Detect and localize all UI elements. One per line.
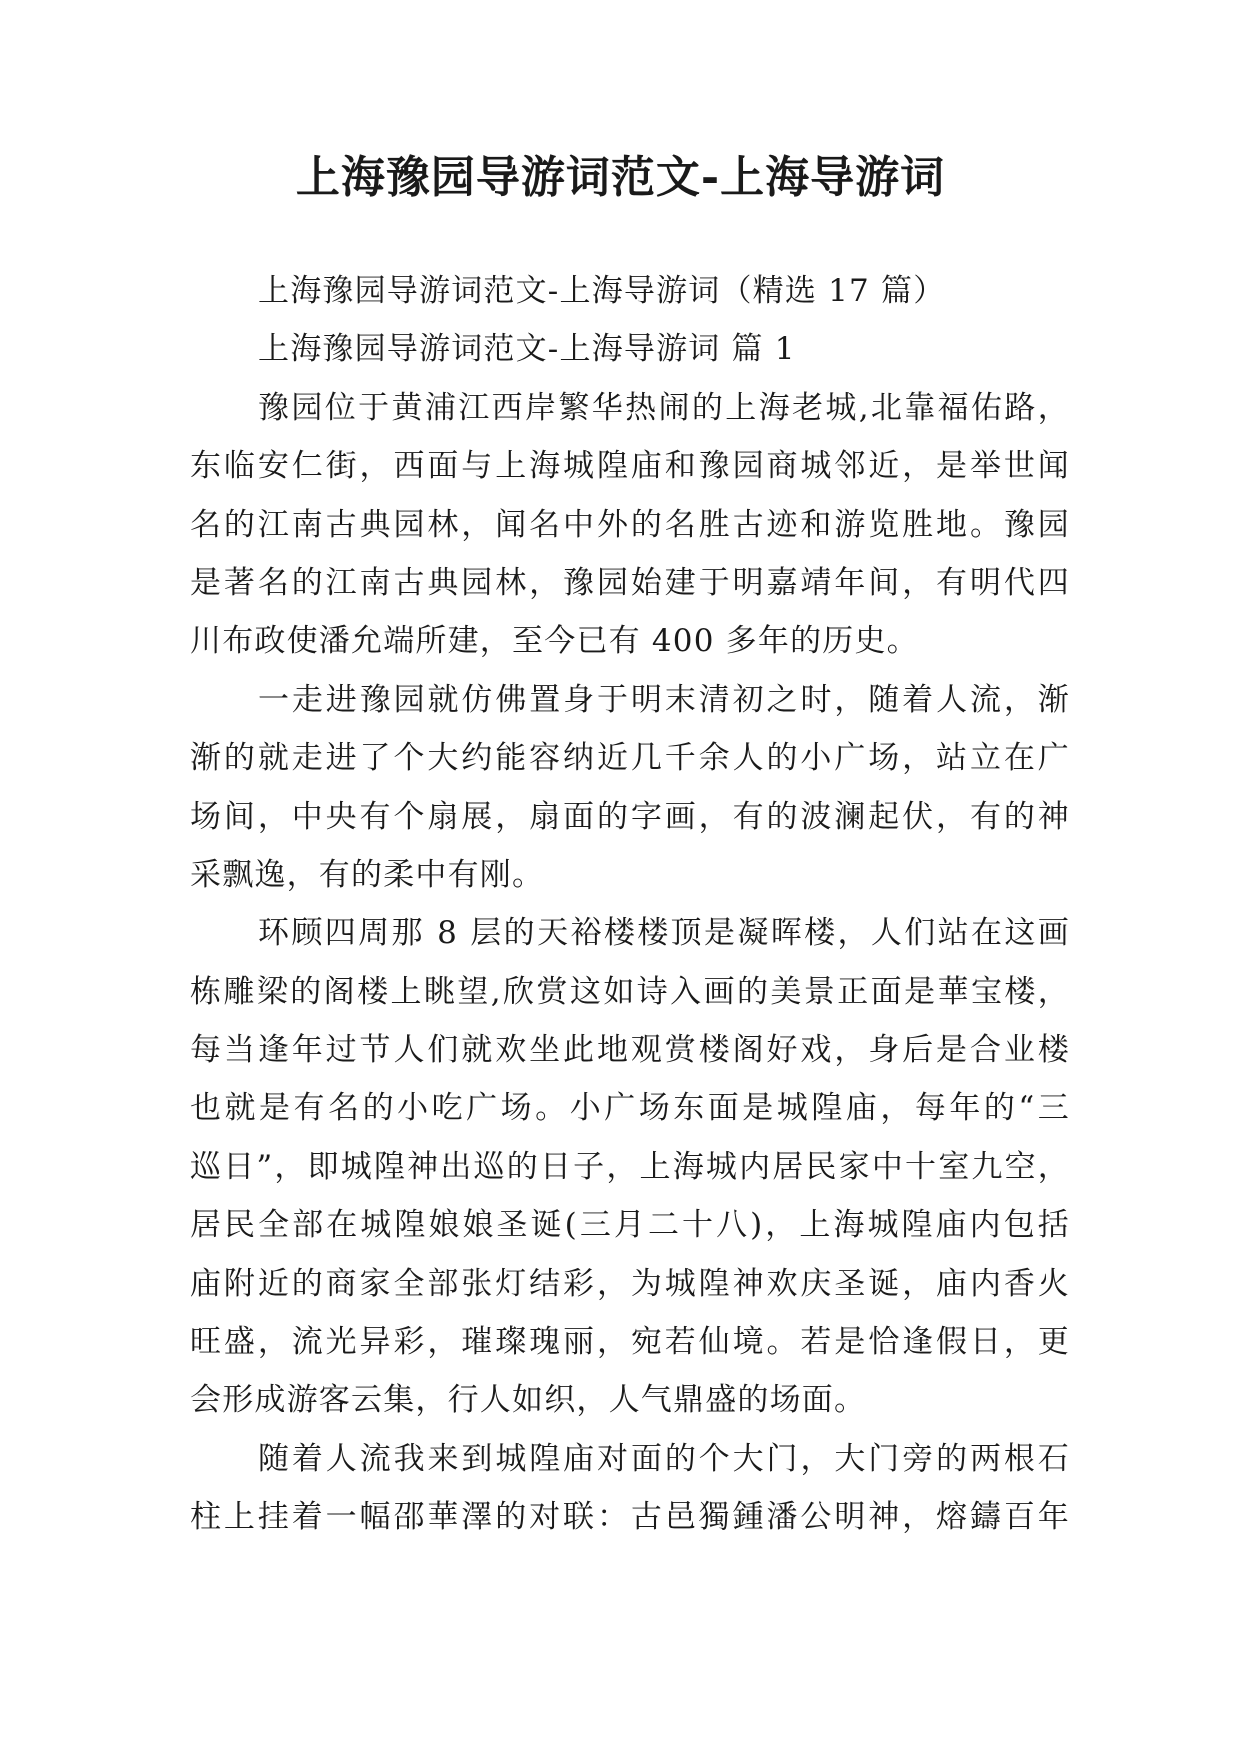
paragraph-line: 柱上挂着一幅邵華澤的对联：古邑獨鍾潘公明神，熔鑄百年 [190,1499,1070,1536]
document-title: 上海豫园导游词范文-上海导游词 [295,152,946,203]
paragraph-line: 巡日”，即城隍神出巡的日子，上海城内居民家中十室九空， [190,1148,1070,1185]
paragraph-line: 每当逢年过节人们就欢坐此地观赏楼阁好戏，身后是合业楼 [190,1032,1070,1069]
paragraph-line: 是著名的江南古典园林，豫园始建于明嘉靖年间，有明代四 [190,564,1070,601]
paragraph-line: 栋雕梁的阁楼上眺望,欣赏这如诗入画的美景正面是華宝楼， [190,973,1070,1010]
paragraph-line: 上海豫园导游词范文-上海导游词（精选 17 篇） [258,273,946,309]
paragraph-line: 上海豫园导游词范文-上海导游词 篇 1 [258,331,796,368]
paragraph-line: 居民全部在城隍娘娘圣诞(三月二十八)，上海城隍庙内包括 [190,1207,1070,1244]
paragraph-line: 场间，中央有个扇展，扇面的字画，有的波澜起伏，有的神 [190,798,1070,835]
paragraph-line: 一走进豫园就仿佛置身于明末清初之时，随着人流，渐 [258,681,1070,718]
paragraph-line: 豫园位于黄浦江西岸繁华热闹的上海老城,北靠福佑路， [258,389,1070,426]
paragraph-line: 川布政使潘允端所建，至今已有 400 多年的历史。 [190,623,919,660]
paragraph-line: 随着人流我来到城隍庙对面的个大门，大门旁的两根石 [258,1440,1070,1477]
paragraph-line: 渐的就走进了个大约能容纳近几千余人的小广场，站立在广 [190,740,1070,777]
paragraph-line: 会形成游客云集，行人如织，人气鼎盛的场面。 [190,1382,867,1419]
paragraph-line: 也就是有名的小吃广场。小广场东面是城隍庙，每年的“三 [190,1090,1070,1127]
paragraph-line: 环顾四周那 8 层的天裕楼楼顶是凝晖楼，人们站在这画 [258,915,1070,952]
paragraph-line: 名的江南古典园林，闻名中外的名胜古迹和游览胜地。豫园 [190,506,1070,543]
paragraph-line: 采飘逸，有的柔中有刚。 [190,856,545,893]
document-body [190,262,1070,1547]
paragraph-line: 旺盛，流光异彩，璀璨瑰丽，宛若仙境。若是恰逢假日，更 [190,1324,1070,1361]
paragraph-line: 庙附近的商家全部张灯结彩，为城隍神欢庆圣诞，庙内香火 [190,1265,1070,1302]
paragraph-line: 东临安仁街，西面与上海城隍庙和豫园商城邻近，是举世闻 [190,448,1070,485]
